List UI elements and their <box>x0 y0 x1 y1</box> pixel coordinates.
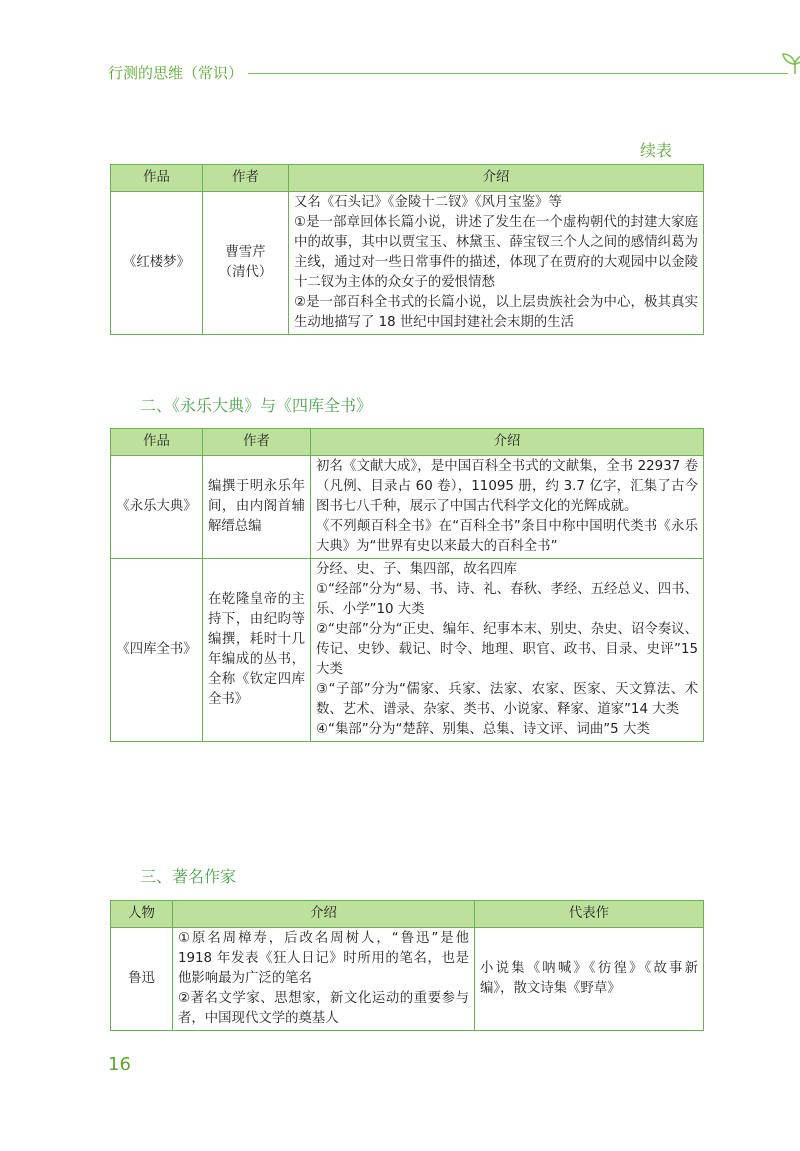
column-header: 介绍 <box>311 429 704 456</box>
work-cell: 《红楼梦》 <box>111 192 203 335</box>
table-row <box>111 559 704 742</box>
page-header <box>108 62 708 92</box>
section-title: 二、《永乐大典》与《四库全书》 <box>140 396 373 415</box>
column-header: 介绍 <box>289 165 704 192</box>
table-row <box>111 192 704 335</box>
work-cell: 《四库全书》 <box>111 559 203 742</box>
intro-line: ②“史部”分为“正史、编年、纪事本末、别史、杂史、诏令奏议、传记、史钞、载记、时令、地理、职官、政书、目录、史评”15 大类 <box>316 622 698 677</box>
intro-line: 《不列颠百科全书》在“百科全书”条目中称中国明代类书《永乐大典》为“世界有史以来最大的百科全书” <box>316 519 698 554</box>
column-header: 作品 <box>111 429 203 456</box>
intro-line: ②著名文学家、思想家，新文化运动的重要参与者，中国现代文学的奠基人 <box>178 991 469 1026</box>
intro-line: ④“集部”分为“楚辞、别集、总集、诗文评、词曲”5 大类 <box>316 722 650 737</box>
intro-cell <box>289 192 704 335</box>
continued-label: 续表 <box>640 141 673 160</box>
intro-cell <box>311 559 704 742</box>
author-cell: 在乾隆皇帝的主持下，由纪昀等编撰，耗时十几年编成的丛书，全称《钦定四库全书》 <box>203 559 311 742</box>
intro-line: ①“经部”分为“易、书、诗、礼、春秋、孝经、五经总义、四书、乐、小学”10 大类 <box>316 582 698 617</box>
hongloumeng-table <box>110 164 704 335</box>
table-row <box>111 456 704 559</box>
author-cell: 编撰于明永乐年间，由内阁首辅解缙总编 <box>203 456 311 559</box>
intro-line: 初名《文献大成》，是中国百科全书式的文献集，全书 22937 卷（凡例、目录占 60 卷），11095 册，约 3.7 亿字，汇集了古今图书七八千种，展示了中国古代科学文化的光辉成就。 <box>316 459 698 514</box>
intro-line: 又名《石头记》《金陵十二钗》《风月宝鉴》等 <box>294 195 562 210</box>
famous-writers-table <box>110 900 704 1031</box>
works-cell: 小说集《呐喊》《彷徨》《故事新编》，散文诗集《野草》 <box>475 928 704 1031</box>
column-header: 介绍 <box>173 901 475 928</box>
intro-line: ③“子部”分为“儒家、兵家、法家、农家、医家、天文算法、术数、艺术、谱录、杂家、类书、小说家、释家、道家”14 大类 <box>316 682 698 717</box>
column-header: 代表作 <box>475 901 704 928</box>
intro-line: ①原名周樟寿，后改名周树人，“鲁迅”是他 1918 年发表《狂人日记》时所用的笔名，也是他影响最为广泛的笔名 <box>178 931 469 986</box>
header-title: 行测的思维（常识） <box>108 64 244 82</box>
person-cell: 鲁迅 <box>111 928 173 1031</box>
column-header: 作者 <box>203 165 289 192</box>
author-cell <box>203 192 289 335</box>
intro-cell <box>173 928 475 1031</box>
table-header-row <box>111 165 704 192</box>
sprout-icon <box>780 50 800 76</box>
intro-line: 分经、史、子、集四部，故名四库 <box>316 562 517 577</box>
author-name: 曹雪芹 <box>225 245 266 260</box>
column-header: 人物 <box>111 901 173 928</box>
table-header-row <box>111 901 704 928</box>
column-header: 作品 <box>111 165 203 192</box>
work-cell: 《永乐大典》 <box>111 456 203 559</box>
column-header: 作者 <box>203 429 311 456</box>
intro-line: ②是一部百科全书式的长篇小说，以上层贵族社会为中心，极其真实生动地描写了 18 世纪中国封建社会末期的生活 <box>294 295 698 330</box>
page-number: 16 <box>108 1054 131 1075</box>
header-rule <box>248 73 788 74</box>
yongle-siku-table <box>110 428 704 742</box>
intro-cell <box>311 456 704 559</box>
author-era: （清代） <box>218 265 273 280</box>
intro-line: ①是一部章回体长篇小说，讲述了发生在一个虚构朝代的封建大家庭中的故事，其中以贾宝玉、林黛玉、薛宝钗三个人之间的感情纠葛为主线，通过对一些日常事件的描述，体现了在贾府的大观园中以金陵十二钗为主体的众女子的爱恨情愁 <box>294 215 698 290</box>
table-row <box>111 928 704 1031</box>
section-title: 三、著名作家 <box>140 867 237 886</box>
table-header-row <box>111 429 704 456</box>
